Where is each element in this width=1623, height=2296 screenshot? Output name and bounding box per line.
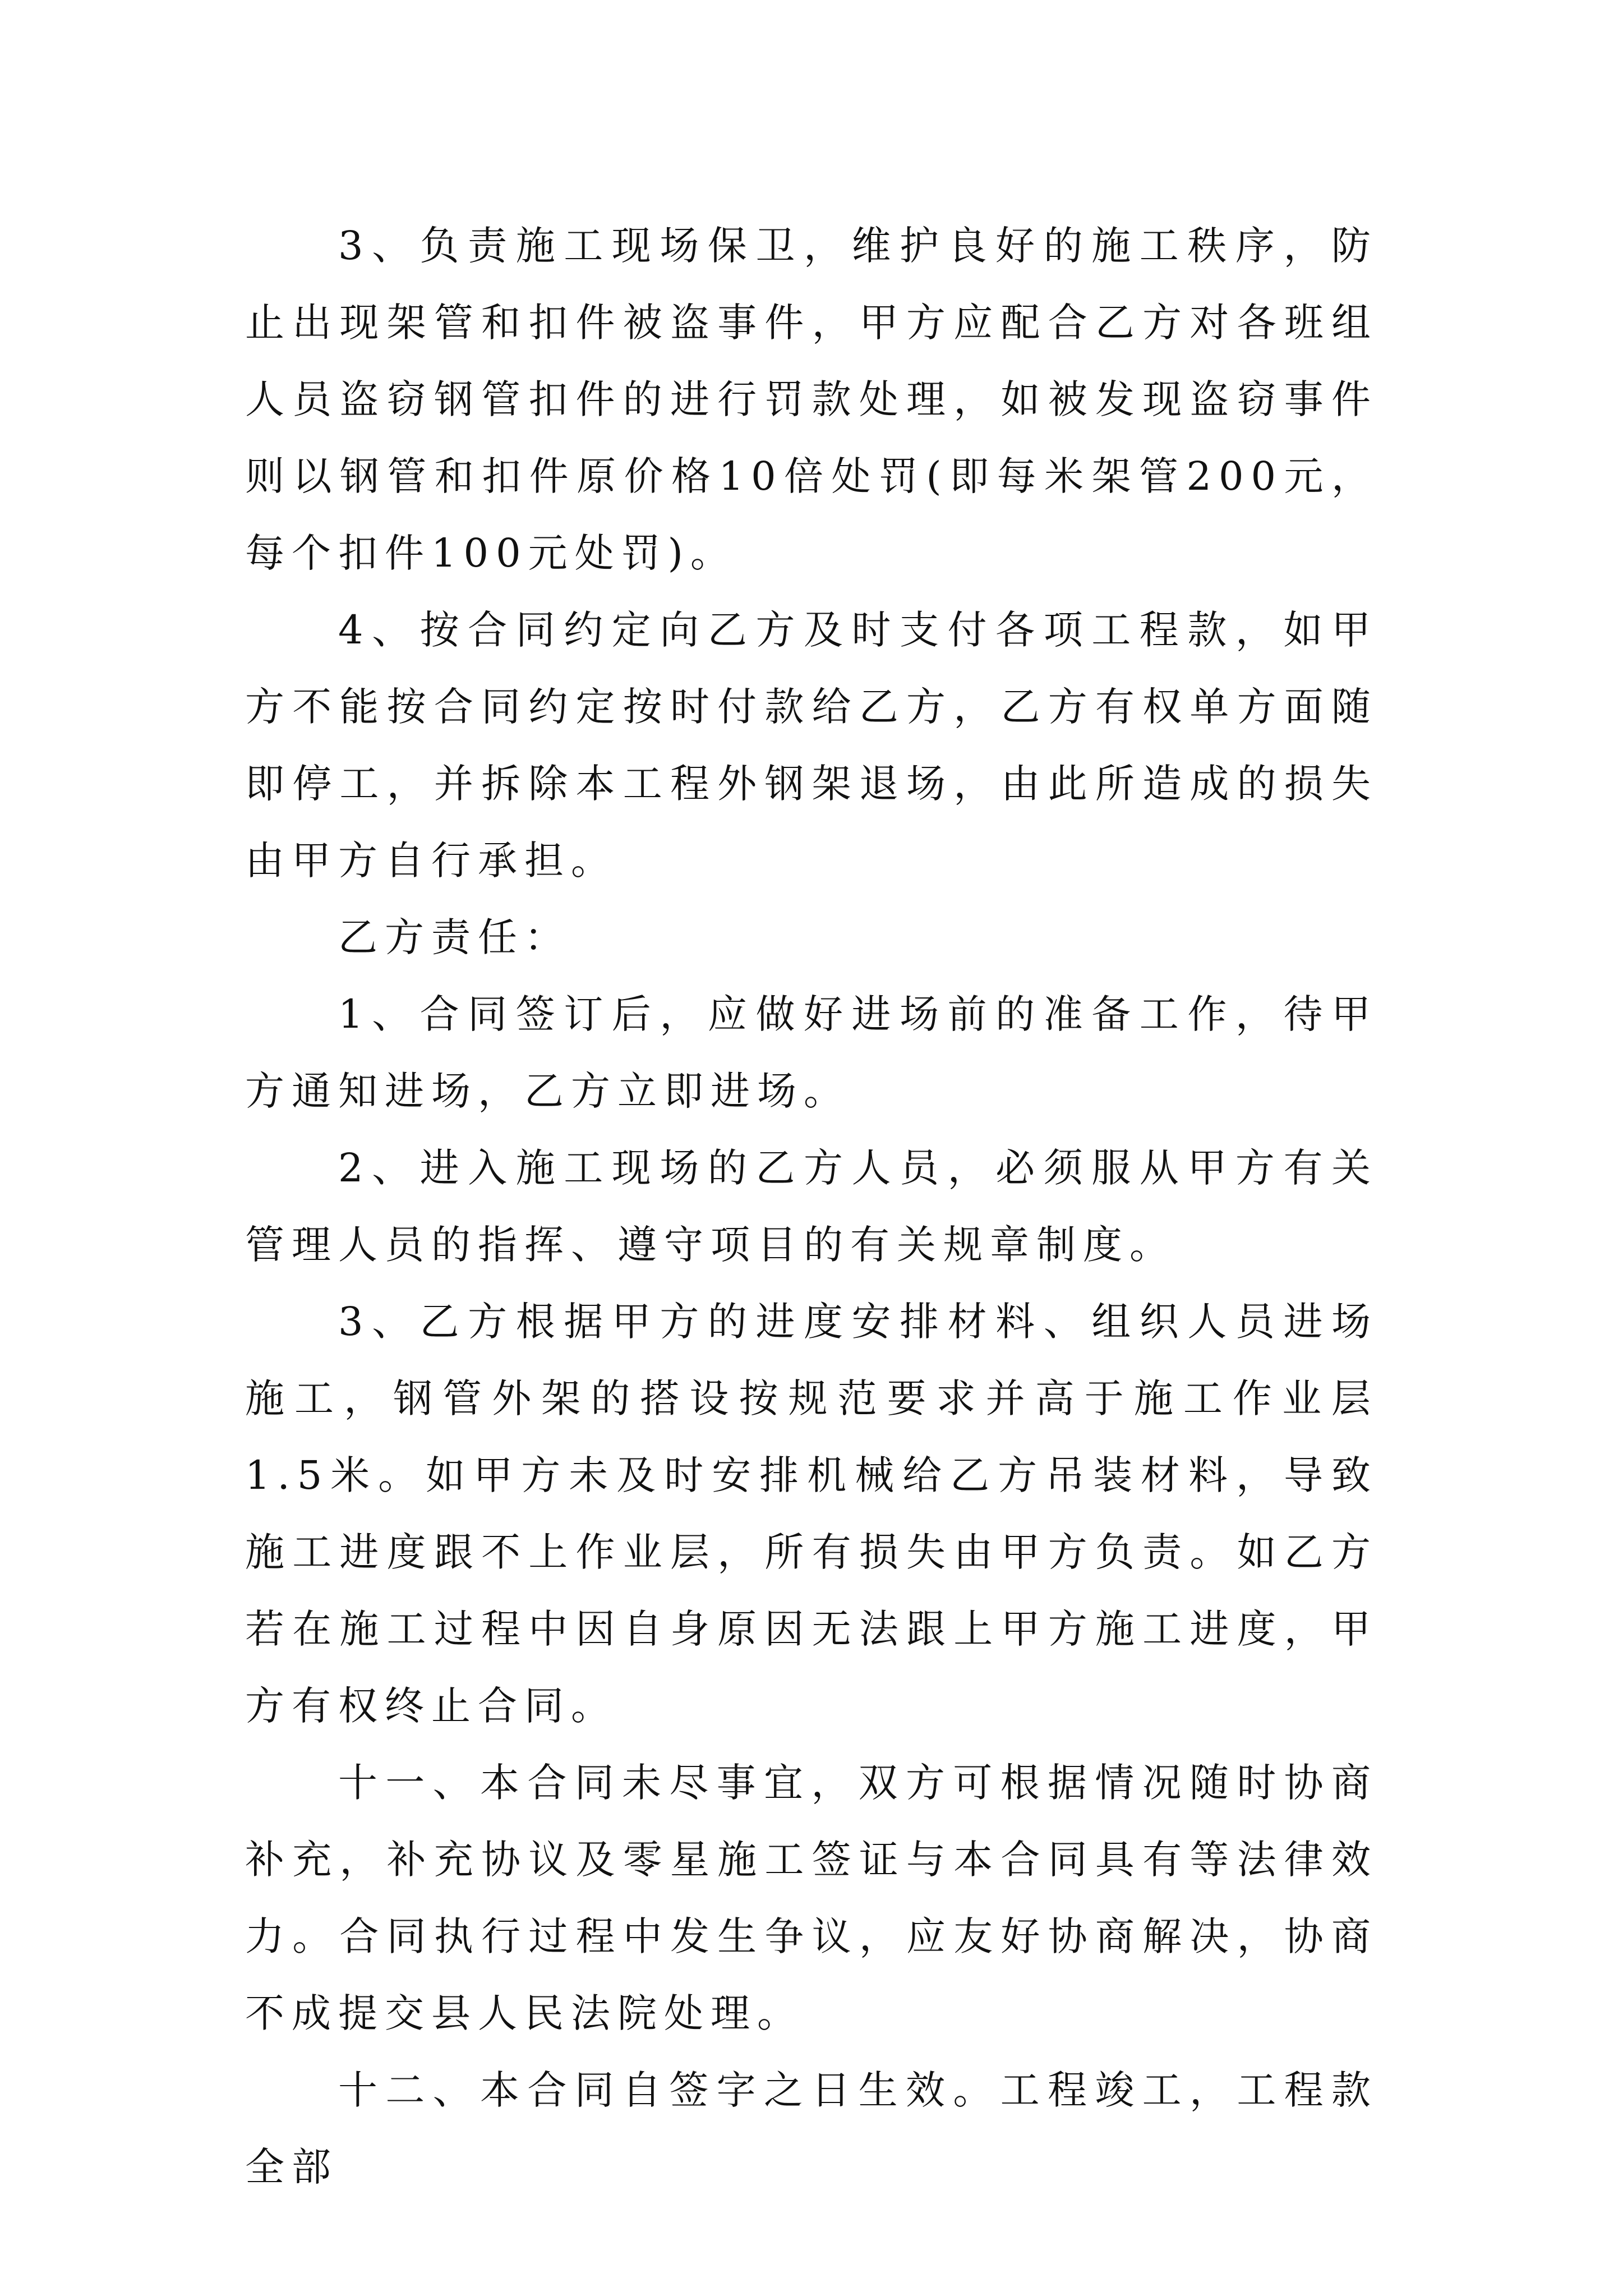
paragraph-clause-12: 十二、本合同自签字之日生效。工程竣工，工程款全部 <box>245 2067 1378 2190</box>
paragraph-clause-11: 十一、本合同未尽事宜，双方可根据情况随时协商补充，补充协议及零星施工签证与本合同具有等法律效力。合同执行过程中发生争议，应友好协商解决，协商不成提交县人民法院处理。 <box>245 1760 1378 2036</box>
paragraph-party-b-duty-3: 3、乙方根据甲方的进度安排材料、组织人员进场施工，钢管外架的搭设按规范要求并高于施工作业层1.5米。如甲方未及时安排机械给乙方吊装材料，导致施工进度跟不上作业层，所有损失由甲方负责。如乙方若在施工过程中因自身原因无法跟上甲方施工进度，甲方有权终止合同。 <box>245 1299 1378 1729</box>
paragraph-party-b-duty-1: 1、合同签订后，应做好进场前的准备工作，待甲方通知进场，乙方立即进场。 <box>245 991 1378 1114</box>
paragraph-party-a-duty-4: 4、按合同约定向乙方及时支付各项工程款，如甲方不能按合同约定按时付款给乙方，乙方有权单方面随即停工，并拆除本工程外钢架退场，由此所造成的损失由甲方自行承担。 <box>245 607 1378 884</box>
heading-party-b-responsibility: 乙方责任： <box>338 914 571 960</box>
paragraph-party-b-duty-2: 2、进入施工现场的乙方人员，必须服从甲方有关管理人员的指挥、遵守项目的有关规章制度。 <box>245 1145 1378 1268</box>
document-body <box>245 208 1378 2206</box>
paragraph-party-a-duty-3: 3、负责施工现场保卫，维护良好的施工秩序，防止出现架管和扣件被盗事件，甲方应配合乙方对各班组人员盗窃钢管扣件的进行罚款处理，如被发现盗窃事件则以钢管和扣件原价格10倍处罚(即每米架管200元，每个扣件100元处罚)。 <box>245 223 1378 576</box>
